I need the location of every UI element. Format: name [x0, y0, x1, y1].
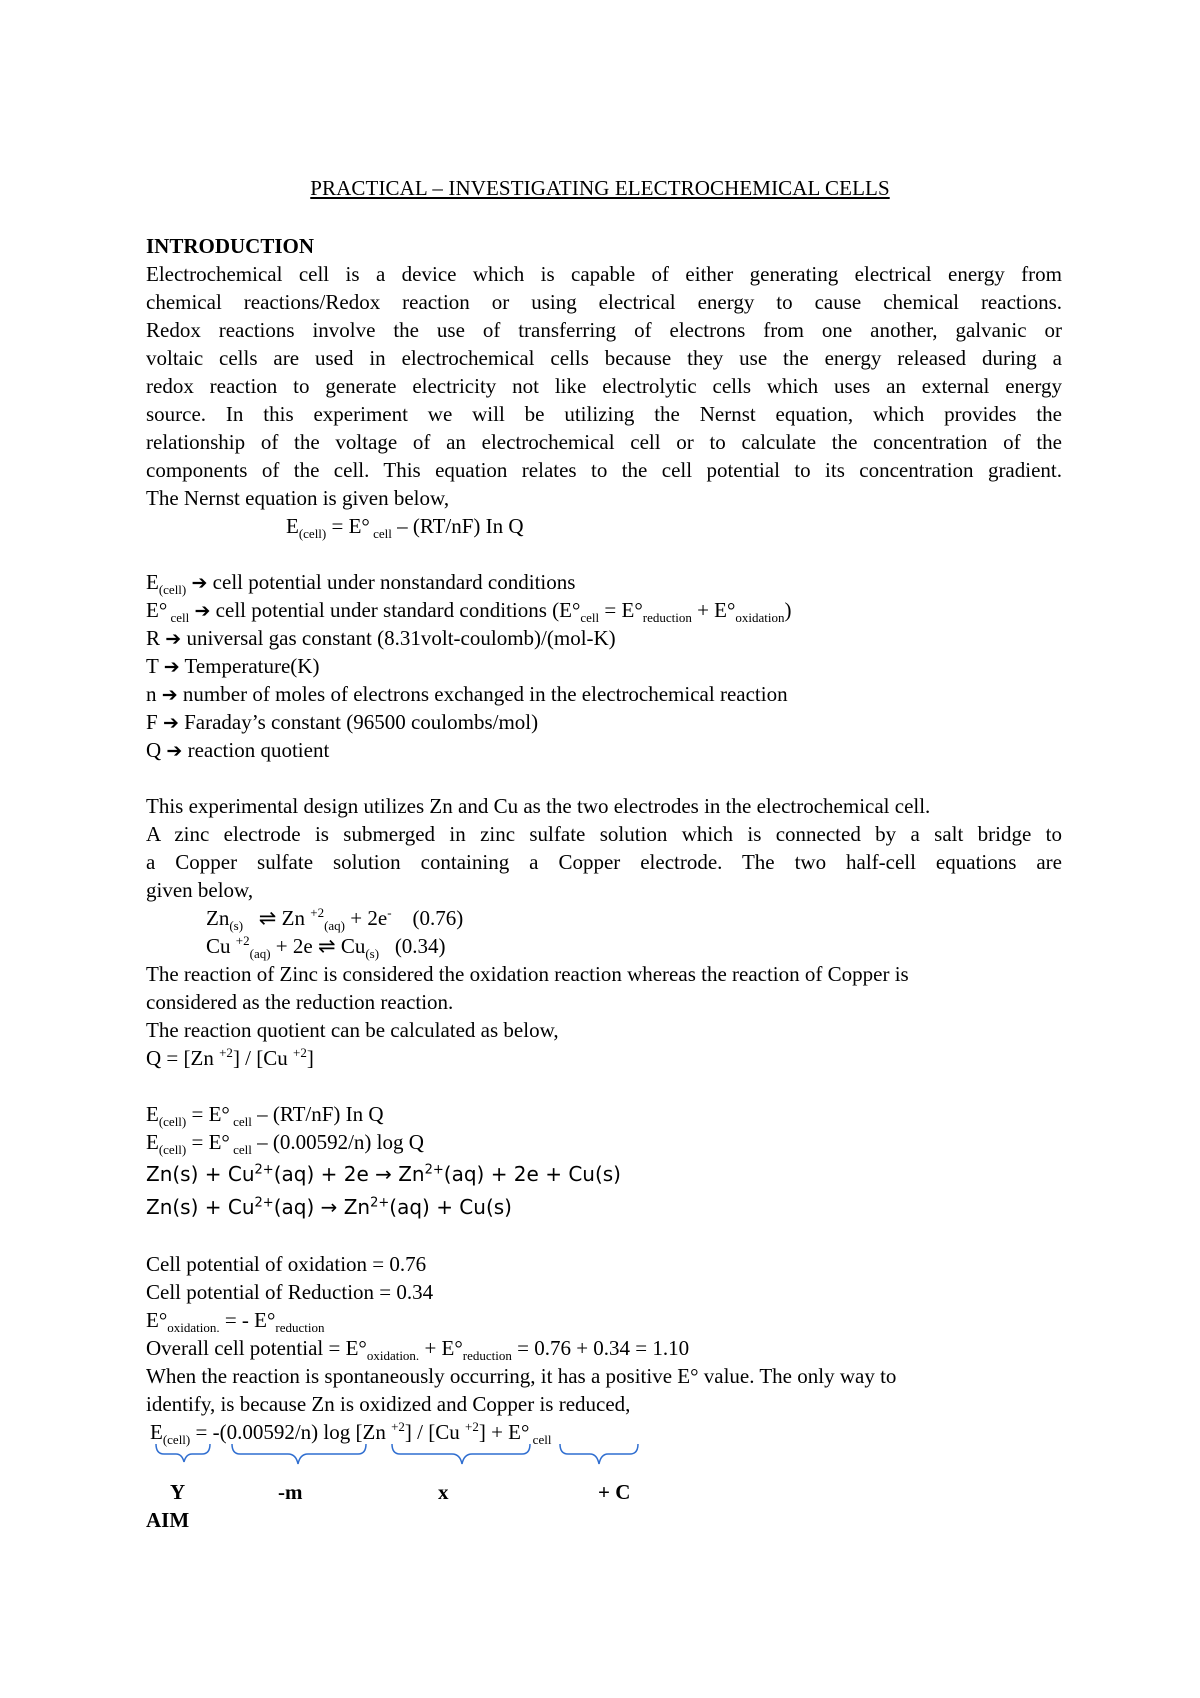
- arrow-right-icon: ➔: [163, 656, 180, 678]
- intro-line-7: relationship of the voltage of an electrochemical cell or to calculate the concentration of the: [146, 430, 1062, 454]
- reaction-quotient: Q = [Zn $^{+2}$] / [Cu $^{+2}$]: [146, 1045, 314, 1070]
- label-x: x: [438, 1480, 449, 1504]
- intro-line-8: components of the cell. This equation relates to the cell potential to its concentration gradient.: [146, 458, 1062, 482]
- reaction-line-2: considered as the reduction reaction.: [146, 990, 454, 1014]
- equation-nernst-log: $E_{(cell)} = E^\circ$ $_{cell}$ – (0.00592/n) log Q: [146, 1130, 424, 1158]
- definition-f: F ➔ Faraday’s constant (96500 coulombs/mol): [146, 710, 539, 734]
- label-c: + C: [598, 1480, 631, 1504]
- spontaneous-line-2: identify, is because Zn is oxidized and Copper is reduced,: [146, 1392, 631, 1416]
- document-title: PRACTICAL – INVESTIGATING ELECTROCHEMICAL CELLS: [310, 176, 890, 200]
- reaction-line-1: The reaction of Zinc is considered the oxidation reaction whereas the reaction of Copper is: [146, 962, 909, 986]
- arrow-right-icon: ➔: [162, 712, 179, 734]
- label-y: Y: [170, 1480, 186, 1504]
- half-cell-zinc: $Zn_{(s)}$ ⇌ Zn $^{+2}_{(aq)}$ + 2e- (0.76): [206, 905, 464, 934]
- potential-reduction: Cell potential of Reduction = 0.34: [146, 1280, 434, 1304]
- intro-line-5: redox reaction to generate electricity not like electrolytic cells which uses an external energy: [146, 374, 1062, 398]
- arrow-right-icon: ➔: [161, 684, 178, 706]
- potential-oxidation: Cell potential of oxidation = 0.76: [146, 1252, 427, 1276]
- intro-line-1: Electrochemical cell is a device which is capable of either generating electrical energy from: [146, 262, 1062, 286]
- arrow-right-icon: ➔: [166, 740, 183, 762]
- underbrace-y: [156, 1444, 210, 1462]
- arrow-right-icon: ➔: [191, 572, 208, 594]
- equation-reaction-1: $Zn(s) + Cu^{2+}(aq) + 2e \to Zn^{2+}(aq) + 2e + Cu(s)$: [146, 1162, 621, 1186]
- aim-heading: AIM: [146, 1508, 190, 1532]
- definition-e0cell: E° $_{cell}$ ➔ cell potential under standard conditions $(E^\circ_{cell} = E^\circ_{reduction} + E^\circ_{oxidation})$: [146, 598, 792, 626]
- definition-q: Q ➔ reaction quotient: [146, 738, 330, 762]
- design-line-4: given below,: [146, 878, 254, 902]
- definition-r: R ➔ universal gas constant (8.31volt-coulomb)/(mol-K): [146, 626, 616, 650]
- intro-line-9: The Nernst equation is given below,: [146, 486, 450, 510]
- half-cell-copper: Cu $^{+2}_{(aq)}$ + 2e ⇌ $Cu_{(s)}$ (0.34): [206, 933, 446, 962]
- label-m: -m: [278, 1480, 303, 1504]
- intro-line-3: Redox reactions involve the use of transferring of electrons from one another, galvanic or: [146, 318, 1062, 342]
- intro-line-4: voltaic cells are used in electrochemical cells because they use the energy released during a: [146, 346, 1062, 370]
- reaction-line-3: The reaction quotient can be calculated as below,: [146, 1018, 559, 1042]
- intro-line-6: source. In this experiment we will be utilizing the Nernst equation, which provides the: [146, 402, 1062, 426]
- definition-ecell: $E_{(cell)}$ ➔ cell potential under nonstandard conditions: [146, 570, 576, 598]
- definition-n: n ➔ number of moles of electrons exchanged in the electrochemical reaction: [146, 682, 788, 706]
- potential-relation: $E^\circ_{oxidation.}$ = - $E^\circ_{reduction}$: [146, 1308, 325, 1336]
- equation-reaction-2: $Zn(s) + Cu^{2+}(aq) \to Zn^{2+}(aq) + Cu(s)$: [146, 1195, 512, 1219]
- underbraces: [0, 1440, 1200, 1480]
- equation-nernst-ln: $E_{(cell)} = E^\circ$ $_{cell}$ – (RT/nF) In Q: [146, 1102, 384, 1130]
- arrow-right-icon: ➔: [194, 600, 211, 622]
- underbrace-m: [232, 1444, 366, 1464]
- spontaneous-line-1: When the reaction is spontaneously occurring, it has a positive E° value. The only way to: [146, 1364, 897, 1388]
- design-line-1: This experimental design utilizes Zn and Cu as the two electrodes in the electrochemical cell.: [146, 794, 931, 818]
- underbrace-x: [392, 1444, 530, 1464]
- potential-overall: Overall cell potential = $E^\circ_{oxidation.} + E^\circ_{reduction} = 0.76 + 0.34 = 1.10$: [146, 1336, 690, 1364]
- underbrace-c: [560, 1444, 638, 1464]
- nernst-equation: $E_{(cell)} = E^\circ$ $_{cell}$ – (RT/nF) In Q: [286, 514, 524, 542]
- introduction-heading: INTRODUCTION: [146, 234, 315, 258]
- definition-t: T ➔ Temperature(K): [146, 654, 320, 678]
- arrow-right-icon: ➔: [165, 628, 182, 650]
- linear-form-equation: $E_{(cell)} = -(0.00592/n)$ log [Zn $^{+2}$] / [Cu $^{+2}$] + E° $_{cell}$: [150, 1419, 552, 1448]
- design-line-3: a Copper sulfate solution containing a Copper electrode. The two half-cell equations are: [146, 850, 1062, 874]
- design-line-2: A zinc electrode is submerged in zinc sulfate solution which is connected by a salt bridge to: [146, 822, 1062, 846]
- intro-line-2: chemical reactions/Redox reaction or using electrical energy to cause chemical reactions.: [146, 290, 1062, 314]
